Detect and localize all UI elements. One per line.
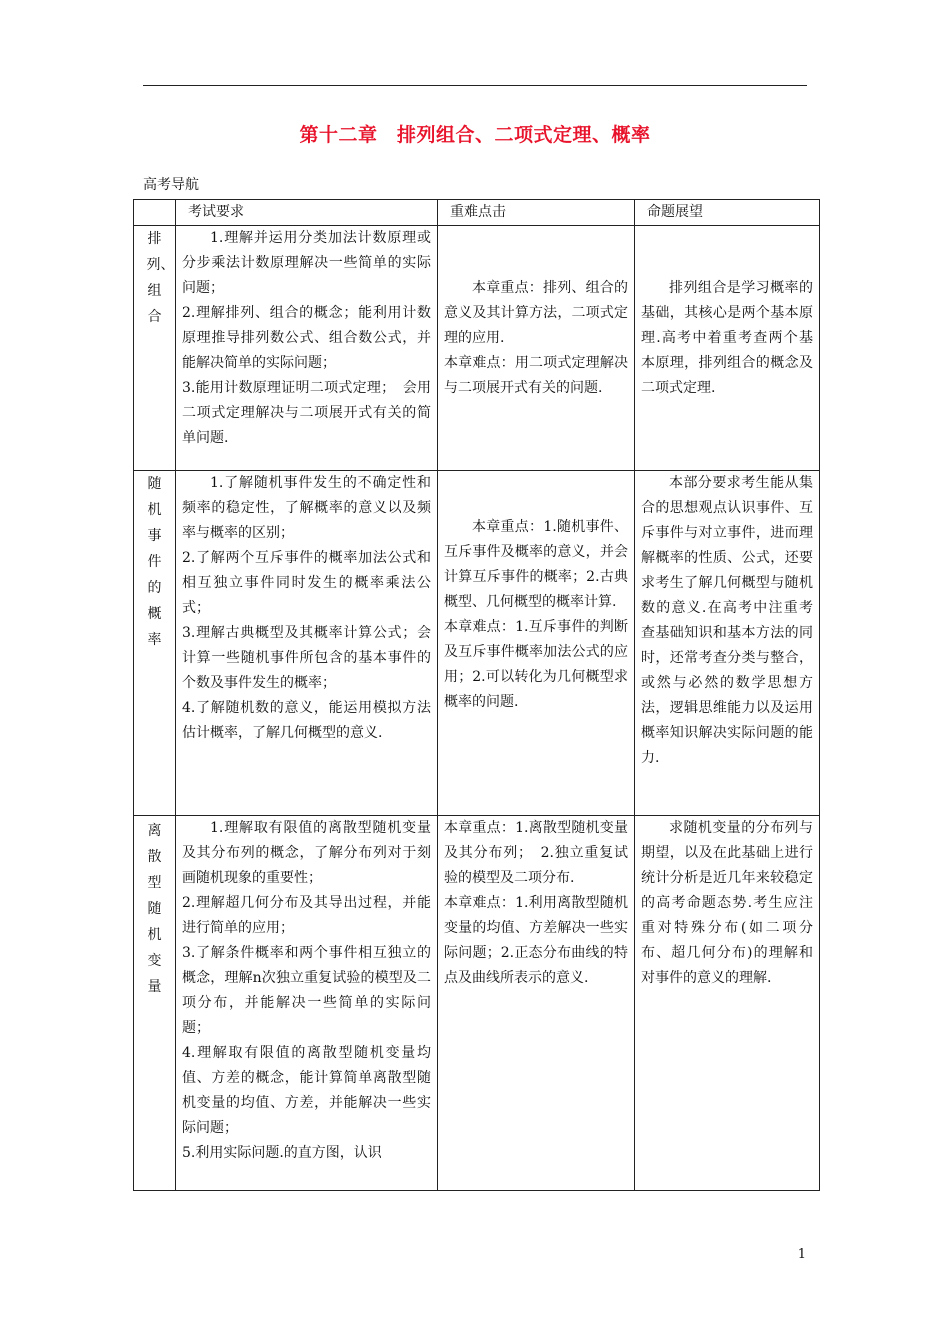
outlook-cell <box>635 471 820 816</box>
key-point-item: 本章重点：1.离散型随机变量及其分布列； 2.独立重复试验的模型及二项分布. <box>444 820 628 886</box>
topic-cell <box>134 226 176 471</box>
requirement-item: 2.理解超几何分布及其导出过程，并能进行简单的应用； <box>182 895 431 936</box>
requirement-item: 1.了解随机事件发生的不确定性和频率的稳定性，了解概率的意义以及频率与概率的区别； <box>182 475 431 541</box>
requirements-cell <box>176 226 438 471</box>
topic-cell <box>134 471 176 816</box>
header-cell-topic <box>134 200 176 226</box>
key-point-item: 本章难点：1.互斥事件的判断及互斥事件概率加法公式的应用；2.可以转化为几何概型求概率的问题. <box>444 619 628 710</box>
chapter-title: 第十二章 排列组合、二项式定理、概率 <box>299 124 651 146</box>
table-row <box>134 816 820 1191</box>
topic-label: 随机事件的概率 <box>147 476 162 648</box>
requirements-cell <box>176 471 438 816</box>
topic-label: 离散型随机变量 <box>147 823 162 995</box>
requirement-item: 2.了解两个互斥事件的概率加法公式和相互独立事件同时发生的概率乘法公式； <box>182 550 431 616</box>
key-point-item: 本章重点：排列、组合的意义及其计算方法，二项式定理的应用. <box>444 280 628 346</box>
requirements-cell <box>176 816 438 1191</box>
requirement-item: 1.理解取有限值的离散型随机变量及其分布列的概念，了解分布列对于刻画随机现象的重要性； <box>182 820 431 886</box>
outlook-text: 排列组合是学习概率的基础，其核心是两个基本原理.高考中着重考查两个基本原理，排列组合的概念及二项式定理. <box>641 280 813 396</box>
key-points-cell <box>438 816 635 1191</box>
requirement-item: 2.理解排列、组合的概念；能利用计数原理推导排列数公式、组合数公式，并能解决简单的实际问题； <box>182 305 431 371</box>
outlook-cell <box>635 226 820 471</box>
header-rule <box>143 85 807 86</box>
table-row <box>134 226 820 471</box>
page-number: 1 <box>797 1247 806 1262</box>
table-header-row <box>134 200 820 226</box>
header-cell-key-points: 重难点击 <box>438 200 635 226</box>
requirement-item: 3.了解条件概率和两个事件相互独立的概念，理解n次独立重复试验的模型及二项分布，并能解决一些简单的实际问题； <box>182 945 431 1036</box>
outlook-text: 本部分要求考生能从集合的思想观点认识事件、互斥事件与对立事件，进而理解概率的性质、公式，还要求考生了解几何概型与随机数的意义.在高考中注重考查基础知识和基本方法的同时，还常考查分类与整合，或然与必然的数学思想方法，逻辑思维能力以及运用概率知识解决实际问题的能力. <box>641 475 813 766</box>
key-point-item: 本章难点：1.利用离散型随机变量的均值、方差解决一些实际问题；2.正态分布曲线的特点及曲线所表示的意义. <box>444 895 628 986</box>
requirement-item: 4.了解随机数的意义，能运用模拟方法估计概率，了解几何概型的意义. <box>182 700 431 741</box>
requirement-item: 3.理解古典概型及其概率计算公式；会计算一些随机事件所包含的基本事件的个数及事件发生的概率； <box>182 625 431 691</box>
outlook-text: 求随机变量的分布列与期望，以及在此基础上进行统计分析是近几年来较稳定的高考命题态势.考生应注重对特殊分布(如二项分布、超几何分布)的理解和对事件的意义的理解. <box>641 820 813 986</box>
requirement-item: 1.理解并运用分类加法计数原理或分步乘法计数原理解决一些简单的实际问题； <box>182 230 431 296</box>
requirement-item: 4.理解取有限值的离散型随机变量均值、方差的概念，能计算简单离散型随机变量的均值、方差，并能解决一些实际问题； <box>182 1045 431 1136</box>
key-points-cell <box>438 226 635 471</box>
topic-label: 排列、组合 <box>146 231 175 325</box>
header-cell-requirements: 考试要求 <box>176 200 438 226</box>
topic-cell <box>134 816 176 1191</box>
key-points-cell <box>438 471 635 816</box>
requirement-item: 5.利用实际问题.的直方图，认识 <box>182 1145 382 1161</box>
key-point-item: 本章重点：1.随机事件、互斥事件及概率的意义，并会计算互斥事件的概率；2.古典概型、几何概型的概率计算. <box>444 519 628 610</box>
key-point-item: 本章难点：用二项式定理解决与二项展开式有关的问题. <box>444 355 628 396</box>
exam-guide-table <box>133 199 820 1191</box>
requirement-item: 3.能用计数原理证明二项式定理； 会用二项式定理解决与二项展开式有关的简单问题. <box>182 380 431 446</box>
outlook-cell <box>635 816 820 1191</box>
section-subhead: 高考导航 <box>143 177 199 193</box>
table-row <box>134 471 820 816</box>
header-cell-outlook: 命题展望 <box>635 200 820 226</box>
